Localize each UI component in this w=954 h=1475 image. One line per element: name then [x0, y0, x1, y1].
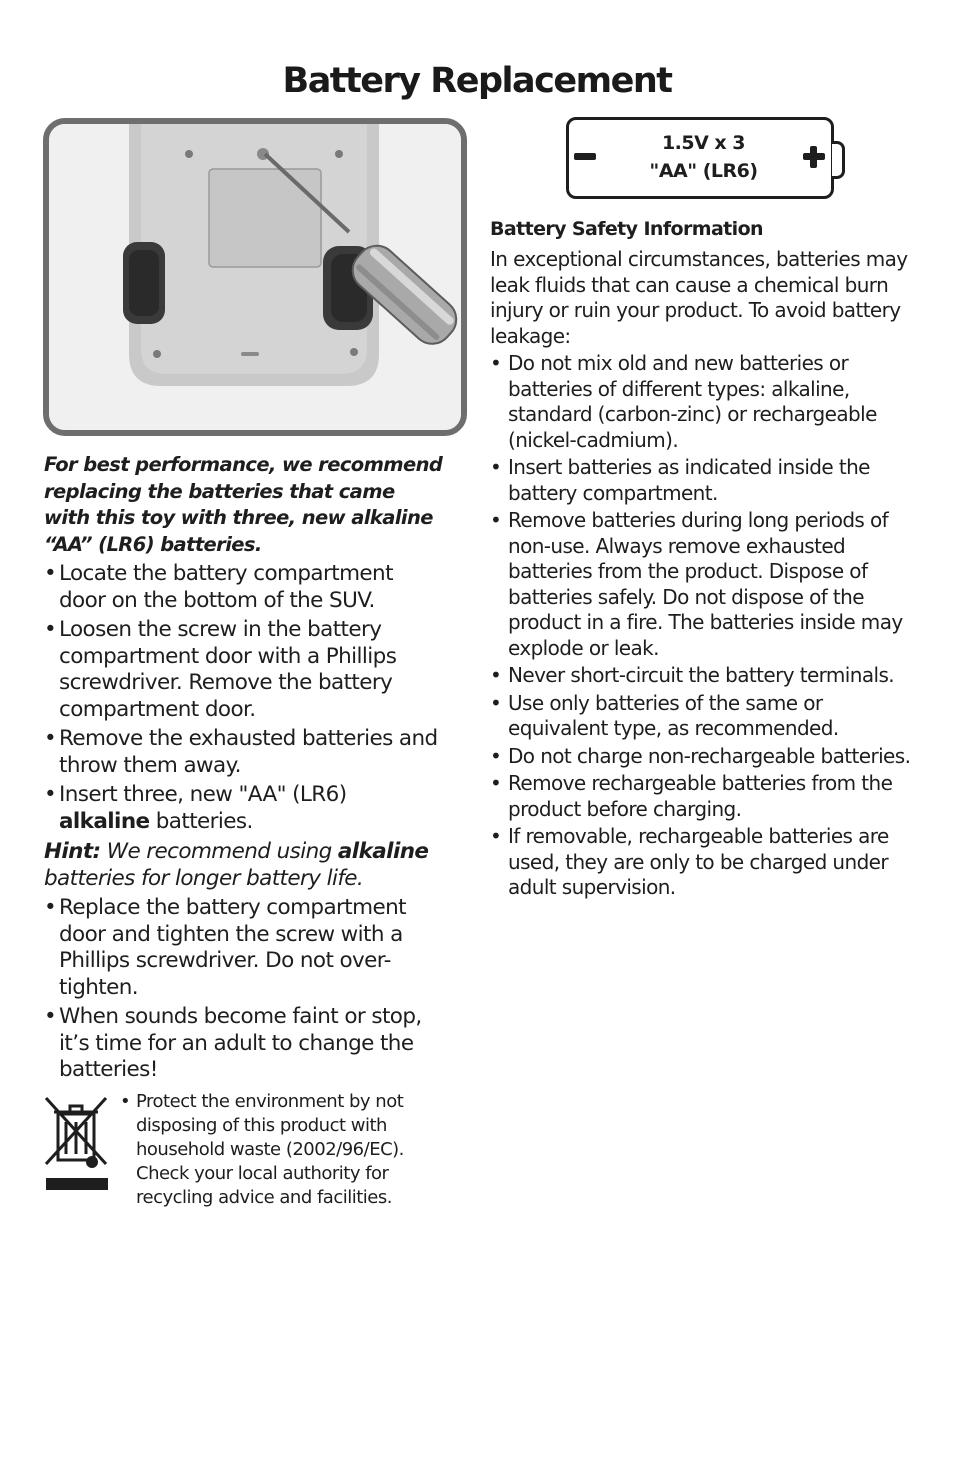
step-text: batteries. [149, 808, 253, 834]
crossed-out-wheelie-bin-icon [44, 1092, 110, 1196]
hint-emphasis: alkaline [337, 839, 429, 864]
page-title: Battery Replacement [282, 61, 672, 102]
replacement-steps-continued [44, 895, 444, 1084]
replacement-steps [44, 561, 444, 835]
battery-label [606, 129, 801, 185]
environment-text: • Protect the environment by not disposing of this product with household waste (2002/96/EC). Check your local authority for recycling advice and facilities. [120, 1090, 456, 1210]
battery-compartment-photo [43, 118, 467, 436]
hint-body: We recommend using [100, 839, 338, 864]
step-item: • When sounds become faint or stop, it’s time for an adult to change the batteries! [44, 1004, 444, 1084]
safety-item: • Remove rechargeable batteries from the product before charging. [490, 771, 920, 822]
hint-label: Hint: [44, 839, 101, 864]
safety-title: Battery Safety Information [490, 218, 763, 240]
minus-icon [574, 153, 596, 160]
safety-item: • Never short-circuit the battery terminals. [490, 663, 920, 689]
battery-diagram [566, 117, 851, 201]
plus-icon-vertical [810, 146, 817, 168]
safety-intro: In exceptional circumstances, batteries may leak fluids that can cause a chemical burn injury or ruin your product. To avoid battery leakage: [490, 247, 908, 348]
toy-underside-illustration [49, 124, 461, 430]
battery-terminal [832, 141, 845, 179]
hint-body: batteries for longer battery life. [44, 865, 364, 891]
step-item: • Replace the battery compartment door and tighten the screw with a Phillips screwdriver. Do not over-tighten. [44, 895, 444, 1001]
step-item: • Loosen the screw in the battery compartment door with a Phillips screwdriver. Remove the battery compartment door. [44, 617, 444, 723]
safety-list [490, 351, 920, 901]
safety-item: • Use only batteries of the same or equivalent type, as recommended. [490, 691, 920, 742]
step-text: Insert three, new "AA" (LR6) [59, 782, 347, 807]
safety-item: • Insert batteries as indicated inside the battery compartment. [490, 455, 920, 506]
battery-safety-section [490, 215, 920, 901]
step-emphasis: alkaline [59, 808, 150, 834]
safety-item: • Remove batteries during long periods of non-use. Always remove exhausted batteries from the product. Dispose of batteries safely. Do not dispose of the product in a fire. The batteries inside may explode or leak. [490, 508, 920, 661]
battery-voltage: 1.5V x 3 [661, 132, 746, 154]
safety-item: • Do not mix old and new batteries or batteries of different types: alkaline, standard (carbon-zinc) or rechargeable (nickel-cadmium). [490, 351, 920, 453]
replacement-instructions [44, 452, 444, 1084]
step-item [44, 782, 444, 835]
safety-item: • Do not charge non-rechargeable batteries. [490, 744, 920, 770]
step-item: • Locate the battery compartment door on the bottom of the SUV. [44, 561, 444, 614]
battery-type: "AA" (LR6) [649, 160, 758, 182]
safety-item: • If removable, rechargeable batteries are used, they are only to be charged under adult supervision. [490, 824, 920, 901]
hint-text [44, 839, 444, 892]
performance-recommendation: For best performance, we recommend replacing the batteries that came with this toy with three, new alkaline “AA” (LR6) batteries. [44, 453, 443, 556]
step-item: • Remove the exhausted batteries and throw them away. [44, 726, 444, 779]
